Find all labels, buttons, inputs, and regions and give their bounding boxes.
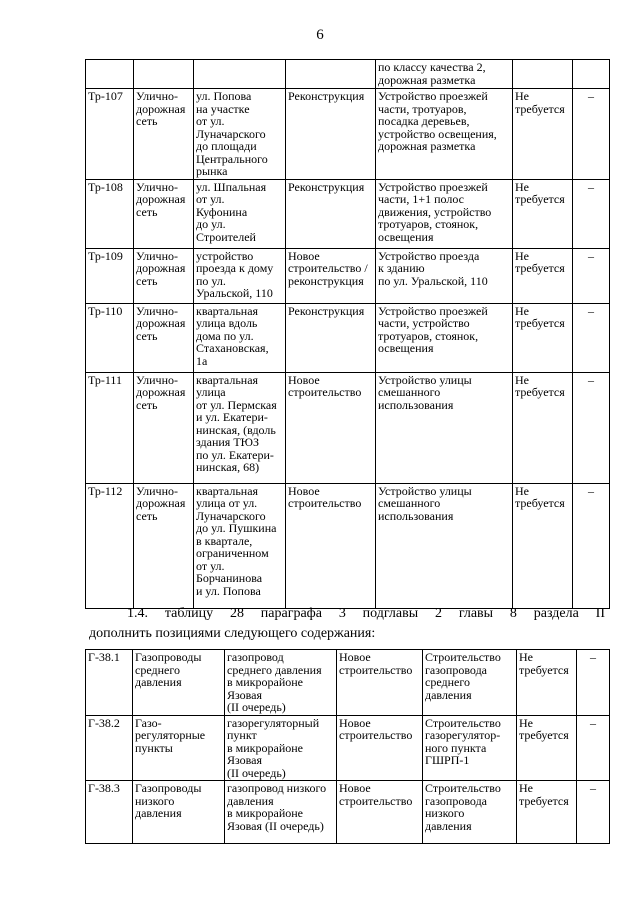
- cell-description: Устройство проезжей части, устройство тротуаров, стоянок, освещения: [376, 303, 513, 372]
- table-row: [86, 179, 610, 248]
- cell-requires: Не требуется: [517, 650, 577, 716]
- table-row: [86, 303, 610, 372]
- cell-location: [194, 60, 286, 89]
- cell-description: Устройство проезда к зданию по ул. Уральской, 110: [376, 248, 513, 303]
- cell-work-kind: Новое строительство: [337, 715, 423, 781]
- cell-requires: Не требуется: [517, 781, 577, 844]
- cell-location: газопровод низкого давления в микрорайоне Язовая (II очередь): [225, 781, 337, 844]
- table-row: [86, 372, 610, 483]
- cell-code: Г-38.3: [86, 781, 133, 844]
- cell-code: Тр-109: [86, 248, 134, 303]
- cell-code: Тр-108: [86, 179, 134, 248]
- table-transport-objects: [85, 59, 610, 609]
- cell-requires: Не требуется: [513, 248, 573, 303]
- table-gas-body: [86, 650, 610, 844]
- cell-requires: Не требуется: [517, 715, 577, 781]
- cell-code: Тр-110: [86, 303, 134, 372]
- cell-work-kind: Новое строительство: [286, 372, 376, 483]
- table-row: [86, 781, 610, 844]
- cell-code: Тр-111: [86, 372, 134, 483]
- cell-description: Устройство улицы смешанного использования: [376, 372, 513, 483]
- table-row: [86, 248, 610, 303]
- cell-code: Г-38.2: [86, 715, 133, 781]
- cell-description: по классу качества 2, дорожная разметка: [376, 60, 513, 89]
- cell-work-kind: [286, 60, 376, 89]
- cell-description: Строительство газопровода низкого давления: [423, 781, 517, 844]
- cell-object-type: Улично- дорожная сеть: [134, 179, 194, 248]
- cell-work-kind: Реконструкция: [286, 179, 376, 248]
- cell-code: Тр-107: [86, 89, 134, 180]
- paragraph-line-2: дополнить позициями следующего содержания:: [89, 626, 376, 641]
- cell-object-type: Улично- дорожная сеть: [134, 89, 194, 180]
- cell-location: газопровод среднего давления в микрорайоне Язовая (II очередь): [225, 650, 337, 716]
- table-row: [86, 715, 610, 781]
- cell-location: устройство проезда к дому по ул. Уральской, 110: [194, 248, 286, 303]
- cell-extra: –: [577, 715, 610, 781]
- cell-requires: Не требуется: [513, 372, 573, 483]
- cell-extra: –: [573, 372, 610, 483]
- cell-requires: Не требуется: [513, 483, 573, 608]
- cell-object-type: [134, 60, 194, 89]
- cell-requires: Не требуется: [513, 179, 573, 248]
- cell-location: квартальная улица от ул. Пермская и ул. Екатери- нинская, (вдоль здания ТЮЗ по ул. Екатери- нинская, 68): [194, 372, 286, 483]
- amendment-paragraph: [89, 604, 605, 644]
- cell-extra: –: [573, 179, 610, 248]
- cell-work-kind: Новое строительство: [337, 781, 423, 844]
- cell-work-kind: Реконструкция: [286, 303, 376, 372]
- cell-description: Устройство проезжей части, 1+1 полос движения, устройство тротуаров, стоянок, освещения: [376, 179, 513, 248]
- cell-object-type: Улично- дорожная сеть: [134, 372, 194, 483]
- paragraph-line-1: 1.4. таблицу 28 параграфа 3 подглавы 2 главы 8 раздела II: [127, 606, 605, 621]
- cell-object-type: Улично- дорожная сеть: [134, 248, 194, 303]
- cell-description: Устройство проезжей части, тротуаров, посадка деревьев, устройство освещения, дорожная разметка: [376, 89, 513, 180]
- cell-extra: –: [573, 303, 610, 372]
- cell-object-type: Улично- дорожная сеть: [134, 483, 194, 608]
- page-number: 6: [316, 27, 324, 43]
- cell-requires: [513, 60, 573, 89]
- table-transport-body: [86, 60, 610, 609]
- table-row: [86, 60, 610, 89]
- cell-object-type: Газопроводы среднего давления: [133, 650, 225, 716]
- cell-work-kind: Новое строительство / реконструкция: [286, 248, 376, 303]
- cell-location: газорегуляторный пункт в микрорайоне Язовая (II очередь): [225, 715, 337, 781]
- cell-object-type: Улично- дорожная сеть: [134, 303, 194, 372]
- cell-extra: –: [573, 248, 610, 303]
- cell-location: ул. Шпальная от ул. Куфонина до ул. Строителей: [194, 179, 286, 248]
- table-gas-objects: [85, 649, 610, 844]
- cell-work-kind: Новое строительство: [286, 483, 376, 608]
- cell-extra: –: [577, 650, 610, 716]
- cell-description: Устройство улицы смешанного использования: [376, 483, 513, 608]
- cell-code: [86, 60, 134, 89]
- cell-code: Г-38.1: [86, 650, 133, 716]
- cell-location: ул. Попова на участке от ул. Луначарского до площади Центрального рынка: [194, 89, 286, 180]
- cell-requires: Не требуется: [513, 303, 573, 372]
- cell-extra: –: [573, 483, 610, 608]
- cell-location: квартальная улица от ул. Луначарского до ул. Пушкина в квартале, ограниченном от ул. Борчанинова и ул. Попова: [194, 483, 286, 608]
- cell-requires: Не требуется: [513, 89, 573, 180]
- cell-extra: [573, 60, 610, 89]
- cell-work-kind: Новое строительство: [337, 650, 423, 716]
- cell-code: Тр-112: [86, 483, 134, 608]
- table-row: [86, 89, 610, 180]
- cell-extra: –: [573, 89, 610, 180]
- cell-description: Строительство газорегулятор- ного пункта ГШРП-1: [423, 715, 517, 781]
- table-row: [86, 483, 610, 608]
- cell-work-kind: Реконструкция: [286, 89, 376, 180]
- cell-object-type: Газо- регуляторные пункты: [133, 715, 225, 781]
- cell-location: квартальная улица вдоль дома по ул. Стахановская, 1а: [194, 303, 286, 372]
- cell-extra: –: [577, 781, 610, 844]
- cell-description: Строительство газопровода среднего давления: [423, 650, 517, 716]
- table-row: [86, 650, 610, 716]
- cell-object-type: Газопроводы низкого давления: [133, 781, 225, 844]
